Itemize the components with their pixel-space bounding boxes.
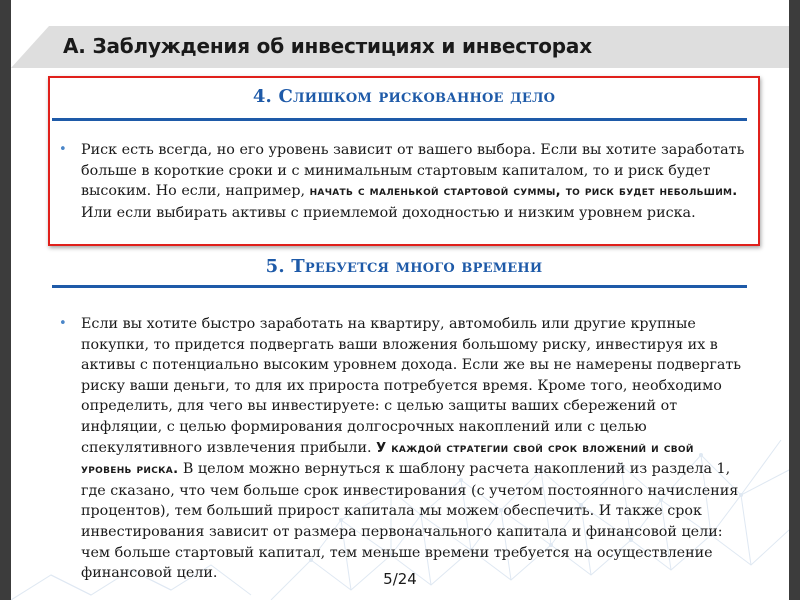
section-5-text: [81, 314, 749, 584]
page-title: А. Заблуждения об инвестициях и инвесторах: [63, 34, 592, 58]
section-5-text-start: Если вы хотите быстро заработать на квартиру, автомобиль или другие крупные покупки, то придется подвергать ваши вложения большому риску, инвестируя их в активы с потенциально высоким уровнем дохода. Если же вы не намерены подвергать риску ваши деньги, то для их прироста потребуется время. Кроме того, необходимо определить, для чего вы инвестируете: с целью защиты ваших сбережений от инфляции, с целью формирования долгосрочных накоплений или с целью спекулятивного извлечения прибыли.: [81, 316, 742, 456]
red-highlight-box: [48, 76, 760, 246]
bullet-icon: •: [59, 142, 67, 157]
section-5-rule: [52, 285, 747, 288]
slide-page: [11, 0, 789, 600]
header-band-corner: [11, 26, 49, 68]
section-5-text-end: В целом можно вернуться к шаблону расчета накоплений из раздела 1, где сказано, что чем больше срок инвестирования (с учетом постоянного начисления процентов), тем больший прирост капитала мы можем обеспечить. И также срок инвестирования зависит от размера первоначального капитала и финансовой цели: чем больше стартовый капитал, тем меньше времени требуется на осуществление финансовой цели.: [81, 461, 739, 582]
bullet-icon: •: [59, 316, 67, 331]
section-4-text-end: Или если выбирать активы с приемлемой доходностью и низким уровнем риска.: [81, 204, 696, 221]
section-4-emphasis: начать с маленькой стартовой суммы, то риск будет небольшим.: [309, 184, 738, 200]
section-5-emphasis: У каждой стратегии свой срок вложений и свой уровень риска.: [81, 440, 694, 478]
section-4-title: 4. Слишком рискованное дело: [252, 86, 556, 107]
page-number: 5/24: [383, 570, 417, 588]
section-5-title: 5. Требуется много времени: [265, 256, 543, 277]
section-5-bullet: [59, 314, 749, 584]
section-4-text-start: Риск есть всегда, но его уровень зависит от вашего выбора. Если вы хотите заработать больше в короткие сроки и с минимальным стартовым капиталом, то и риск будет высоким. Но если, например,: [81, 142, 745, 200]
